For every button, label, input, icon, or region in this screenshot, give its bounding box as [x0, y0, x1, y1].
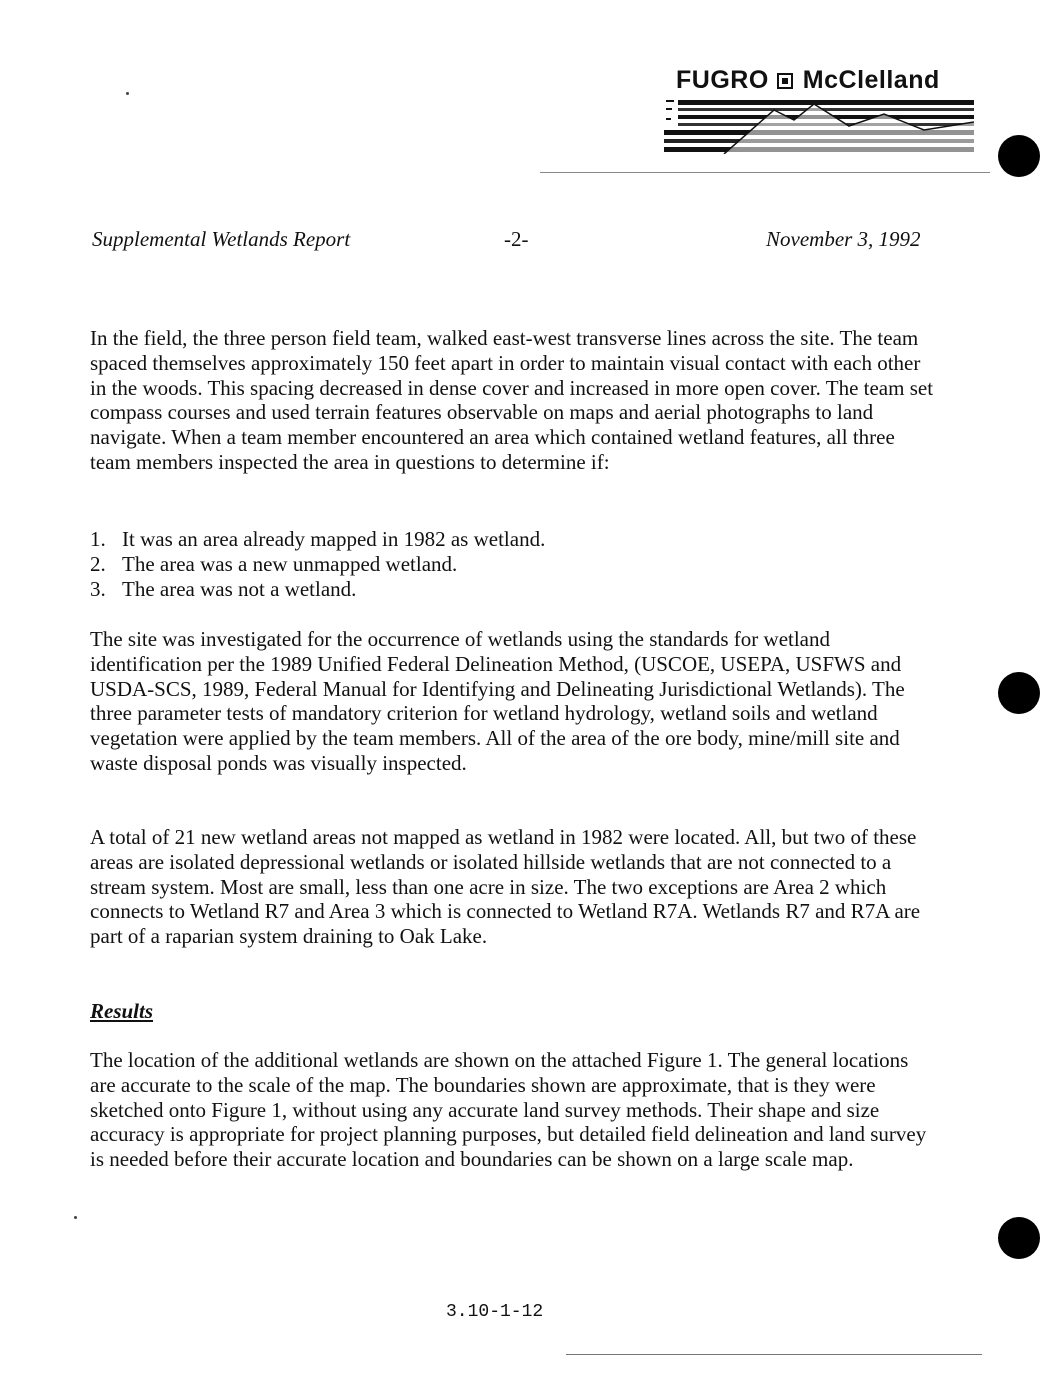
header-rule	[540, 172, 990, 173]
list-item-text: The area was not a wetland.	[122, 576, 357, 601]
list-item-text: The area was a new unmapped wetland.	[122, 551, 458, 576]
report-date: November 3, 1992	[766, 227, 921, 251]
list-item	[90, 577, 790, 602]
list-item	[90, 552, 790, 577]
footer-rule	[566, 1354, 982, 1355]
logo-landscape-graphic	[664, 96, 974, 154]
document-code: 3.10-1-12	[446, 1302, 544, 1322]
determination-list	[90, 527, 790, 601]
logo-mcclelland-text: McClelland	[802, 66, 940, 94]
logo-square-icon	[777, 73, 793, 89]
paragraph-field-method: In the field, the three person field team, walked east-west transverse lines across the site. The team spaced themselves approximately 150 feet apart in order to maintain visual contact with each other in the woods. This spacing decreased in dense cover and increased in more open cover. The team set compass courses and used terrain features observable on maps and aerial photographs to land navigate. When a team member encountered an area which contained wetland features, all three team members inspected the area in questions to determine if:	[90, 326, 934, 474]
punch-hole-bottom	[998, 1217, 1040, 1259]
logo-wordmark	[676, 66, 940, 95]
scan-speck	[126, 92, 129, 95]
page-number: -2-	[504, 227, 529, 251]
list-item	[90, 527, 790, 552]
logo-fugro-text: FUGRO	[676, 66, 769, 94]
punch-hole-middle	[998, 672, 1040, 714]
report-title: Supplemental Wetlands Report	[92, 227, 351, 251]
paragraph-new-wetlands: A total of 21 new wetland areas not mapped as wetland in 1982 were located. All, but two of these areas are isolated depressional wetlands or isolated hillside wetlands that are not connected to a stream system. Most are small, less than one acre in size. The two exceptions are Area 2 which connects to Wetland R7 and Area 3 which is connected to Wetland R7A. Wetlands R7 and R7A are part of a raparian system draining to Oak Lake.	[90, 825, 921, 949]
paragraph-standards: The site was investigated for the occurrence of wetlands using the standards for wetland identification per the 1989 Unified Federal Delineation Method, (USCOE, USEPA, USFWS and USDA-SCS, 1989, Federal Manual for Identifying and Delineating Jurisdictional Wetlands). The three parameter tests of mandatory criterion for wetland hydrology, wetland soils and wetland vegetation were applied by the team members. All of the area of the ore body, mine/mill site and waste disposal ponds was visually inspected.	[90, 627, 905, 775]
results-heading: Results	[90, 999, 154, 1023]
list-item-number: 1.	[90, 527, 106, 551]
list-item-text: It was an area already mapped in 1982 as wetland.	[122, 527, 546, 551]
company-logo	[664, 64, 974, 156]
list-item-number: 2.	[90, 551, 106, 576]
list-item-number: 3.	[90, 576, 106, 601]
paragraph-results: The location of the additional wetlands are shown on the attached Figure 1. The general locations are accurate to the scale of the map. The boundaries shown are approximate, that is they were sketched onto Figure 1, without using any accurate land survey methods. Their shape and size accuracy is appropriate for project planning purposes, but detailed field delineation and land survey is needed before their accurate location and boundaries can be shown on a large scale map.	[90, 1048, 927, 1172]
scan-speck	[74, 1216, 77, 1219]
punch-hole-top	[998, 135, 1040, 177]
